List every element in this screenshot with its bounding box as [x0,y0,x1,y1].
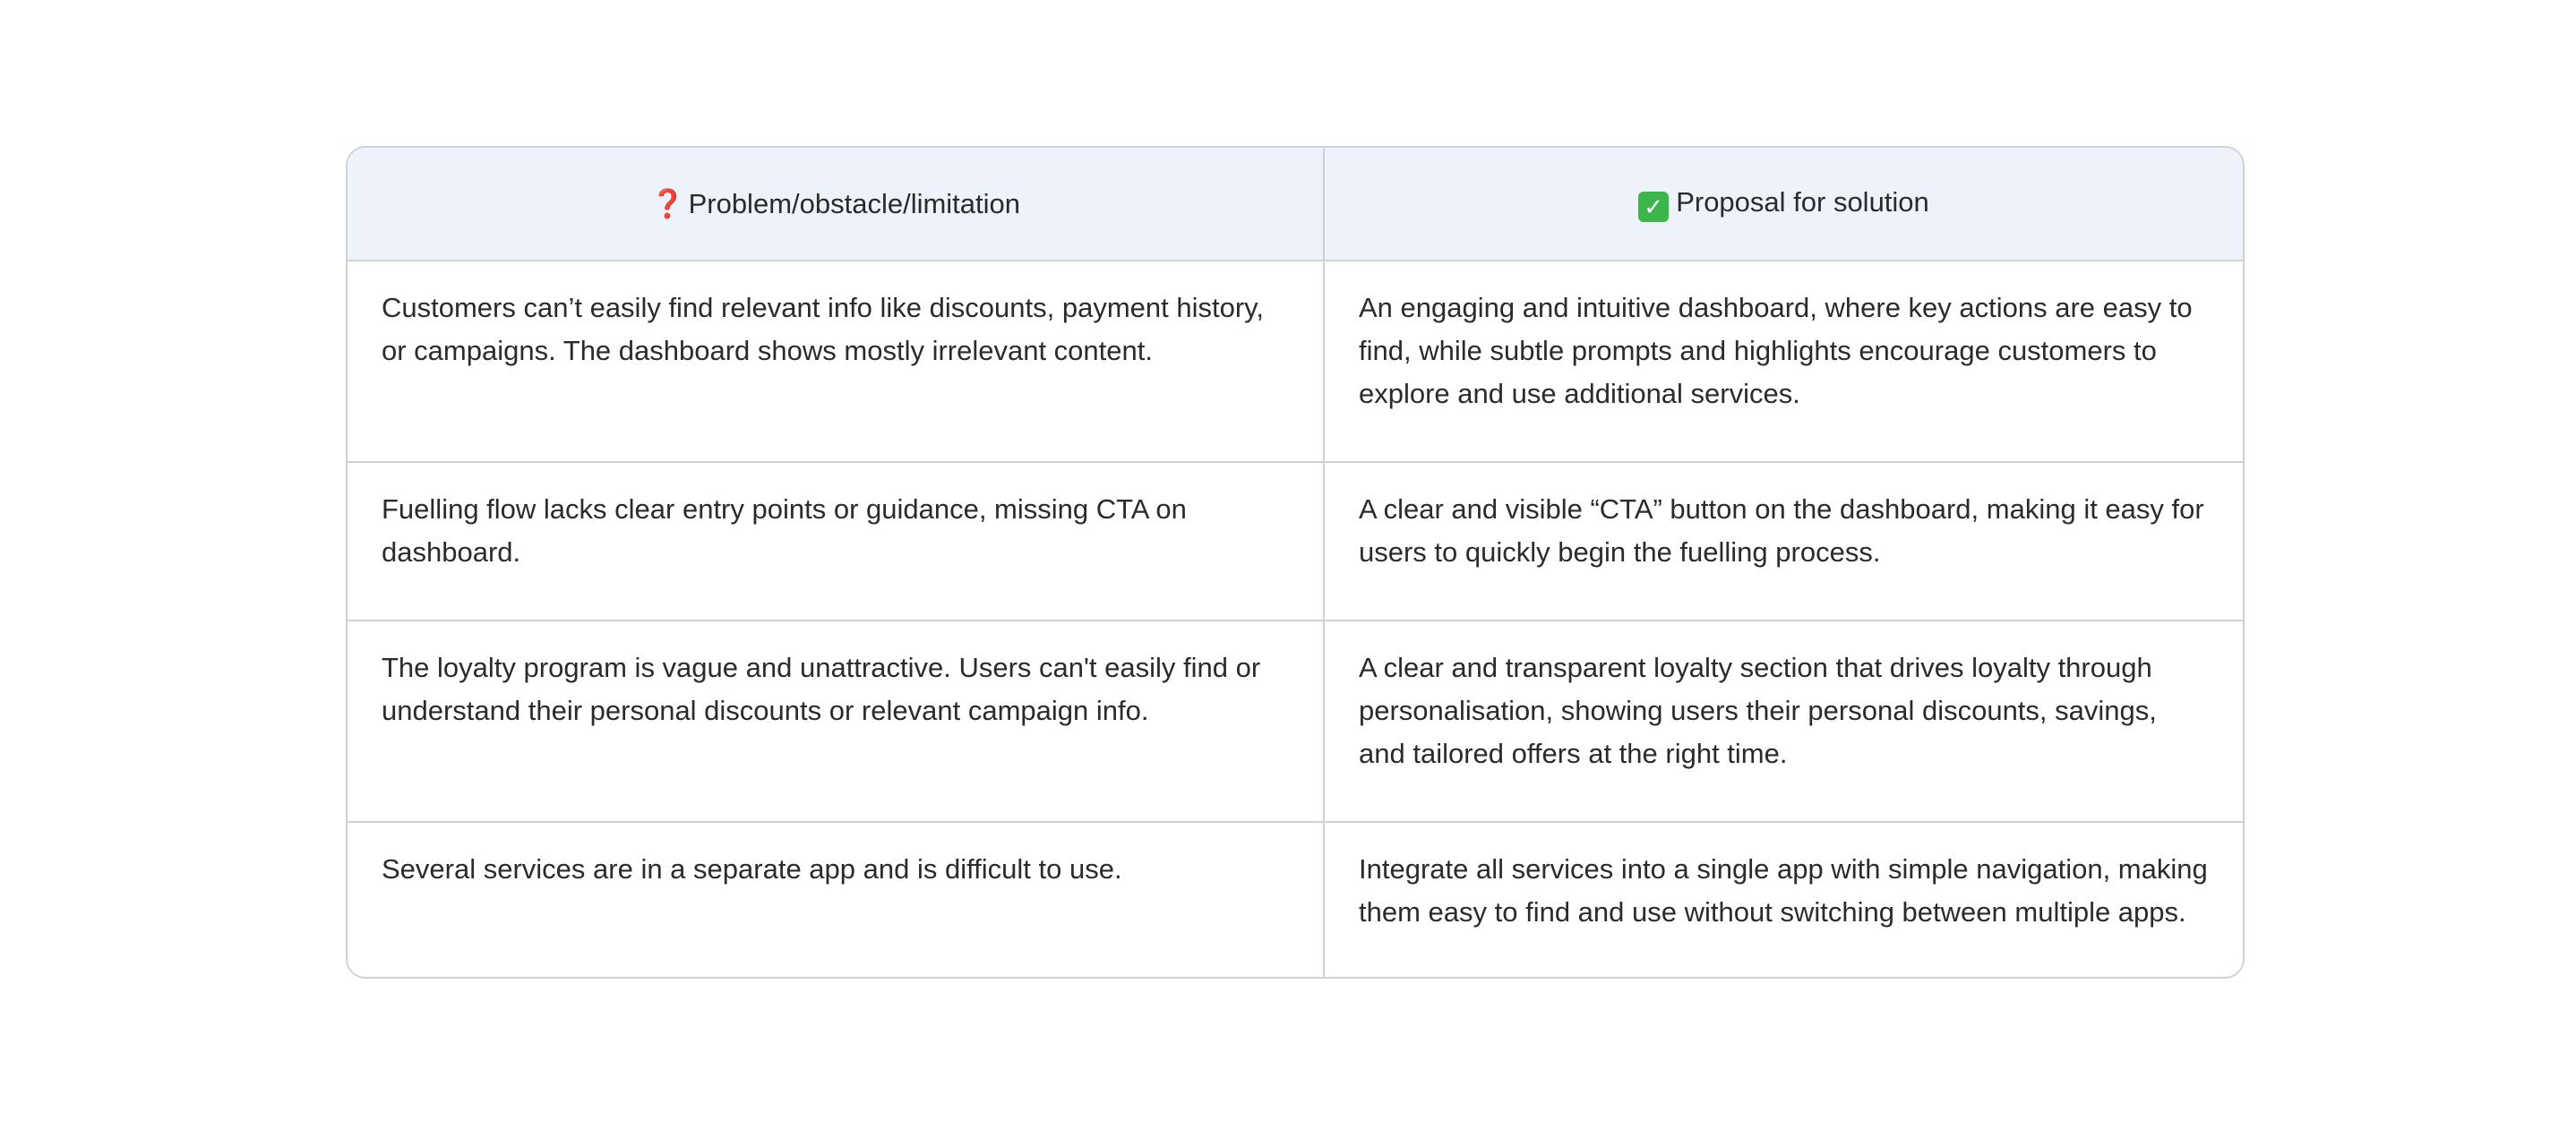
problem-solution-table [346,146,2245,979]
solution-cell: Integrate all services into a single app with simple navigation, making them easy to find and use without switching between multiple apps. [1324,822,2243,979]
table-row [348,620,2243,822]
table-row [348,822,2243,979]
solution-cell: An engaging and intuitive dashboard, where key actions are easy to find, while subtle prompts and highlights encourage customers to explore and use additional services. [1324,261,2243,462]
problem-cell: The loyalty program is vague and unattractive. Users can't easily find or understand their personal discounts or relevant campaign info. [348,620,1324,822]
problem-cell: Customers can’t easily find relevant info like discounts, payment history, or campaigns. The dashboard shows mostly irrelevant content. [382,292,1264,366]
problem-cell: Several services are in a separate app and is difficult to use. [348,822,1324,979]
table-header-row [348,148,2243,261]
header-solution [1324,148,2243,261]
table-row [348,462,2243,620]
problem-cell: Fuelling flow lacks clear entry points or guidance, missing CTA on dashboard. [348,462,1324,620]
header-problem [348,148,1324,261]
check-mark-icon: ✓ [1638,192,1669,222]
question-mark-icon: ❓ [649,188,685,220]
solution-cell: A clear and visible “CTA” button on the dashboard, making it easy for users to quickly begin the fuelling process. [1324,462,2243,620]
header-solution-label: Proposal for solution [1676,185,1929,218]
solution-cell: A clear and transparent loyalty section that drives loyalty through personalisation, showing users their personal discounts, savings, and tailored offers at the right time. [1324,620,2243,822]
table-row [348,261,2243,462]
header-problem-label: Problem/obstacle/limitation [688,188,1021,219]
comparison-table [348,148,2243,979]
